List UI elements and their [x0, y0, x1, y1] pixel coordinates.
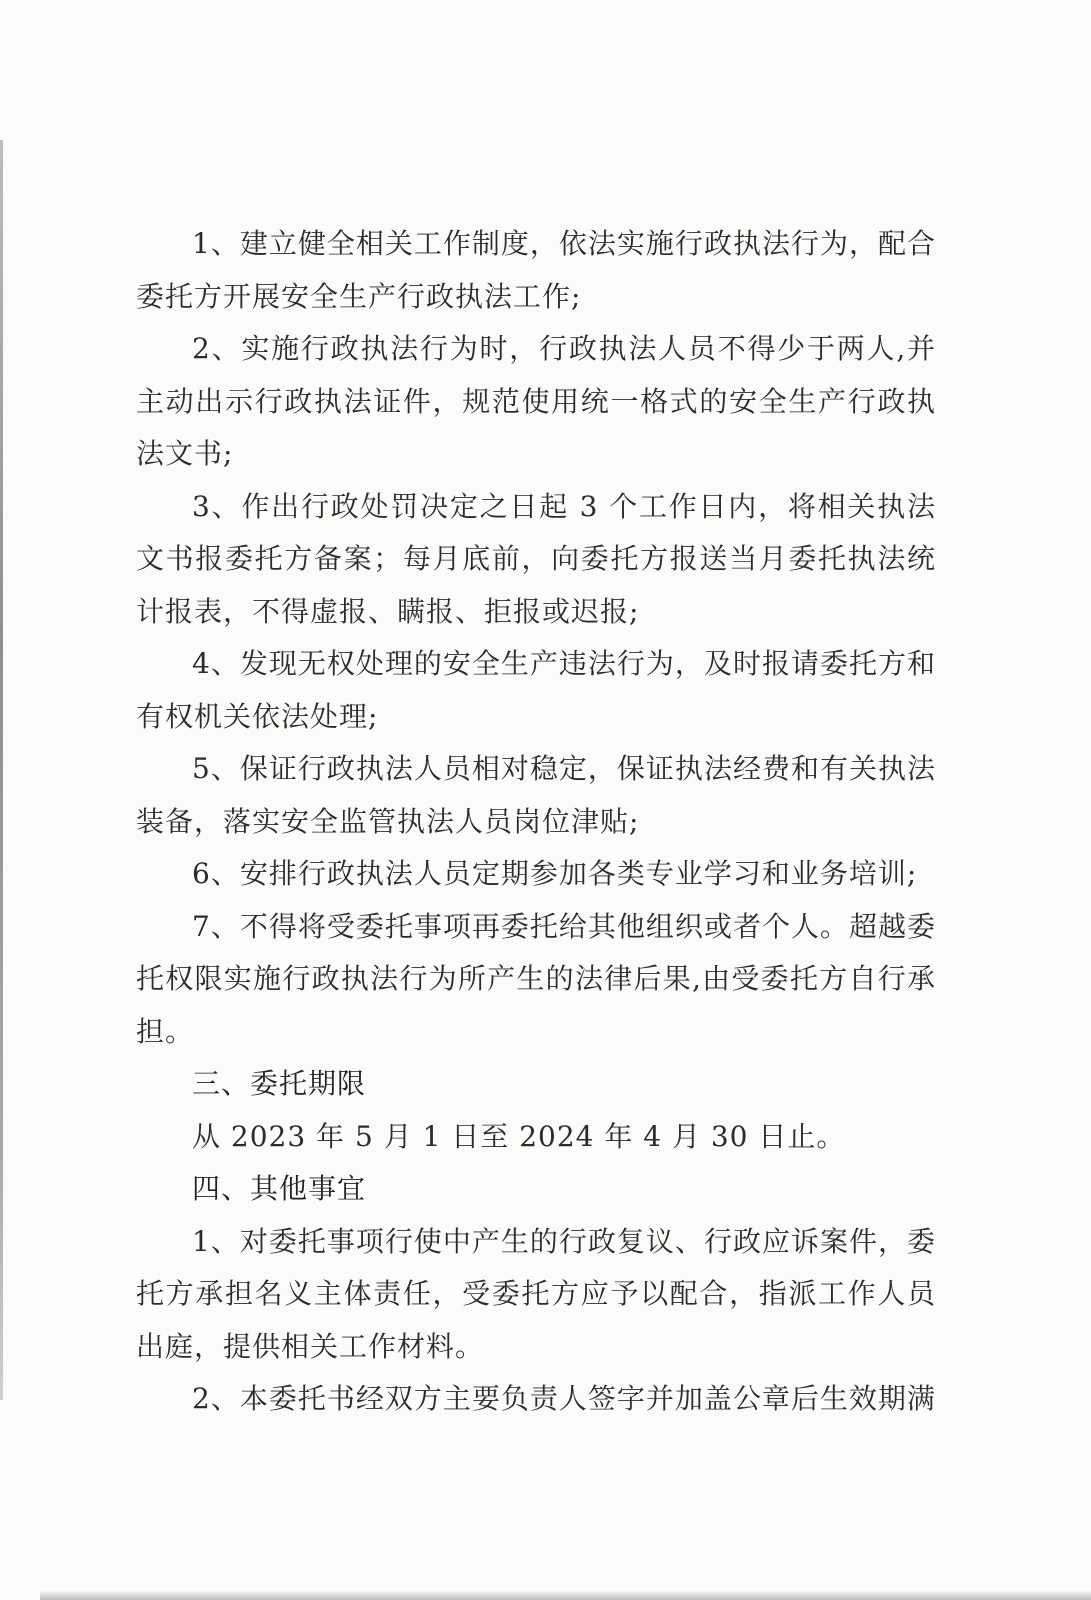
other-item-1: 1、对委托事项行使中产生的行政复议、行政应诉案件，委托方承担名义主体责任，受委托方应予以配合，指派工作人员出庭，提供相关工作材料。 — [136, 1224, 936, 1363]
duty-item-2: 2、实施行政执法行为时，行政执法人员不得少于两人,并主动出示行政执法证件，规范使用统一格式的安全生产行政执法文书; — [136, 332, 936, 470]
other-item-2: 2、本委托书经双方主要负责人签字并加盖公章后生效期满 — [192, 1382, 936, 1415]
duty-item-4: 4、发现无权处理的安全生产违法行为，及时报请委托方和有权机关依法处理; — [136, 647, 936, 733]
scan-left-edge — [0, 140, 3, 1400]
term-period: 从 2023 年 5 月 1 日至 2024 年 4 月 30 日止。 — [192, 1119, 846, 1153]
document-body — [136, 218, 936, 1426]
duty-item-1: 1、建立健全相关工作制度，依法实施行政执法行为，配合委托方开展安全生产行政执法工作; — [136, 227, 936, 313]
duty-item-5: 5、保证行政执法人员相对稳定，保证执法经费和有关执法装备，落实安全监管执法人员岗位津贴; — [136, 752, 936, 838]
duty-item-6: 6、安排行政执法人员定期参加各类专业学习和业务培训; — [192, 857, 918, 890]
scan-bottom-edge — [40, 1590, 1091, 1600]
section-heading-other: 四、其他事宜 — [192, 1172, 367, 1205]
duty-item-7: 7、不得将受委托事项再委托给其他组织或者个人。超越委托权限实施行政执法行为所产生的法律后果,由受委托方自行承担。 — [136, 909, 936, 1048]
duty-item-3: 3、作出行政处罚决定之日起 3 个工作日内，将相关执法文书报委托方备案；每月底前，向委托方报送当月委托执法统计报表，不得虚报、瞒报、拒报或迟报; — [136, 489, 936, 628]
section-heading-term: 三、委托期限 — [192, 1067, 367, 1100]
